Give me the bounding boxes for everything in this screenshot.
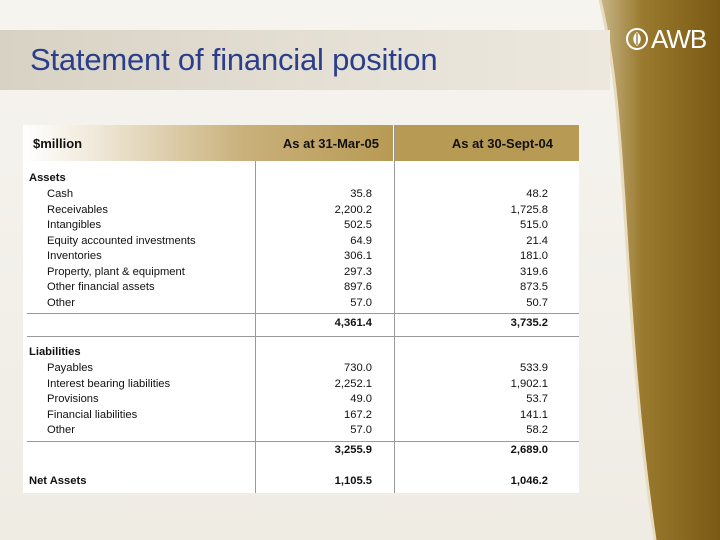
table-row (23, 408, 579, 424)
value-mar05: 502.5 (344, 219, 372, 231)
value-mar05: 35.8 (350, 188, 372, 200)
financial-table (23, 125, 579, 493)
value-sept04: 53.7 (526, 393, 548, 405)
row-label: Interest bearing liabilities (47, 377, 171, 390)
table-row (23, 249, 579, 265)
value-sept04: 1,725.8 (510, 203, 548, 216)
section-heading-row (23, 171, 579, 187)
row-label: Intangibles (47, 219, 102, 231)
company-logo (626, 22, 710, 56)
value-mar05: 1,105.5 (334, 475, 372, 487)
section-heading: Liabilities (29, 346, 81, 358)
row-label: Other (47, 424, 75, 436)
header-label: $million (23, 125, 393, 161)
value-mar05: 49.0 (350, 393, 372, 405)
table-row (23, 218, 579, 234)
value-mar05: 2,200.2 (334, 203, 372, 216)
value-sept04: 21.4 (526, 234, 548, 247)
row-label: Receivables (47, 203, 108, 216)
divider-line (27, 336, 579, 337)
row-label: Financial liabilities (47, 408, 138, 421)
section-heading-row (23, 345, 579, 361)
value-mar05: 306.1 (344, 250, 372, 262)
value-sept04: 1,046.2 (510, 475, 548, 487)
wheat-leaf-icon (626, 28, 648, 50)
value-sept04: 58.2 (526, 424, 548, 436)
row-label: Cash (47, 188, 74, 200)
value-mar05: 167.2 (344, 408, 372, 421)
value-sept04: 48.2 (526, 188, 548, 200)
header-col-sept04: As at 30-Sept-04 (395, 125, 579, 161)
table-row (23, 361, 579, 377)
logo-text: AWB (651, 24, 707, 54)
value-sept04: 181.0 (520, 250, 548, 262)
table-row (23, 296, 579, 312)
value-sept04: 50.7 (526, 296, 548, 309)
divider-line (27, 441, 579, 442)
value-sept04: 533.9 (520, 362, 548, 374)
total-row (23, 443, 579, 459)
row-label: Payables (47, 362, 94, 374)
value-mar05: 730.0 (344, 362, 372, 374)
table-header (23, 125, 579, 161)
value-mar05: 64.9 (350, 234, 372, 247)
value-sept04: 873.5 (520, 281, 548, 293)
divider-line (27, 313, 579, 314)
row-label: Net Assets (29, 475, 87, 487)
value-mar05: 57.0 (350, 424, 372, 436)
value-mar05: 897.6 (344, 281, 372, 293)
value-mar05: 2,252.1 (334, 377, 372, 390)
value-sept04: 515.0 (520, 219, 548, 231)
total-row (23, 316, 579, 332)
table-row (23, 423, 579, 439)
section-heading: Assets (29, 172, 66, 184)
total-sept04: 3,735.2 (510, 317, 548, 329)
net-assets-row (23, 474, 579, 490)
value-sept04: 1,902.1 (510, 377, 548, 390)
table-row (23, 187, 579, 203)
total-mar05: 3,255.9 (334, 444, 372, 456)
row-label: Equity accounted investments (47, 234, 196, 247)
row-label: Inventories (47, 250, 102, 262)
value-mar05: 57.0 (350, 296, 372, 309)
table-row (23, 234, 579, 250)
row-label: Other financial assets (47, 281, 155, 293)
row-label: Provisions (47, 393, 99, 405)
total-sept04: 2,689.0 (510, 444, 548, 456)
page-title: Statement of financial position (30, 42, 438, 77)
table-row (23, 265, 579, 281)
value-sept04: 141.1 (520, 408, 548, 421)
row-label: Other (47, 296, 75, 309)
table-row (23, 280, 579, 296)
table-row (23, 377, 579, 393)
table-row (23, 203, 579, 219)
table-row (23, 392, 579, 408)
total-mar05: 4,361.4 (334, 317, 372, 329)
value-mar05: 297.3 (344, 265, 372, 278)
value-sept04: 319.6 (520, 265, 548, 278)
row-label: Property, plant & equipment (47, 265, 185, 278)
header-col-mar05: As at 31-Mar-05 (282, 135, 379, 151)
